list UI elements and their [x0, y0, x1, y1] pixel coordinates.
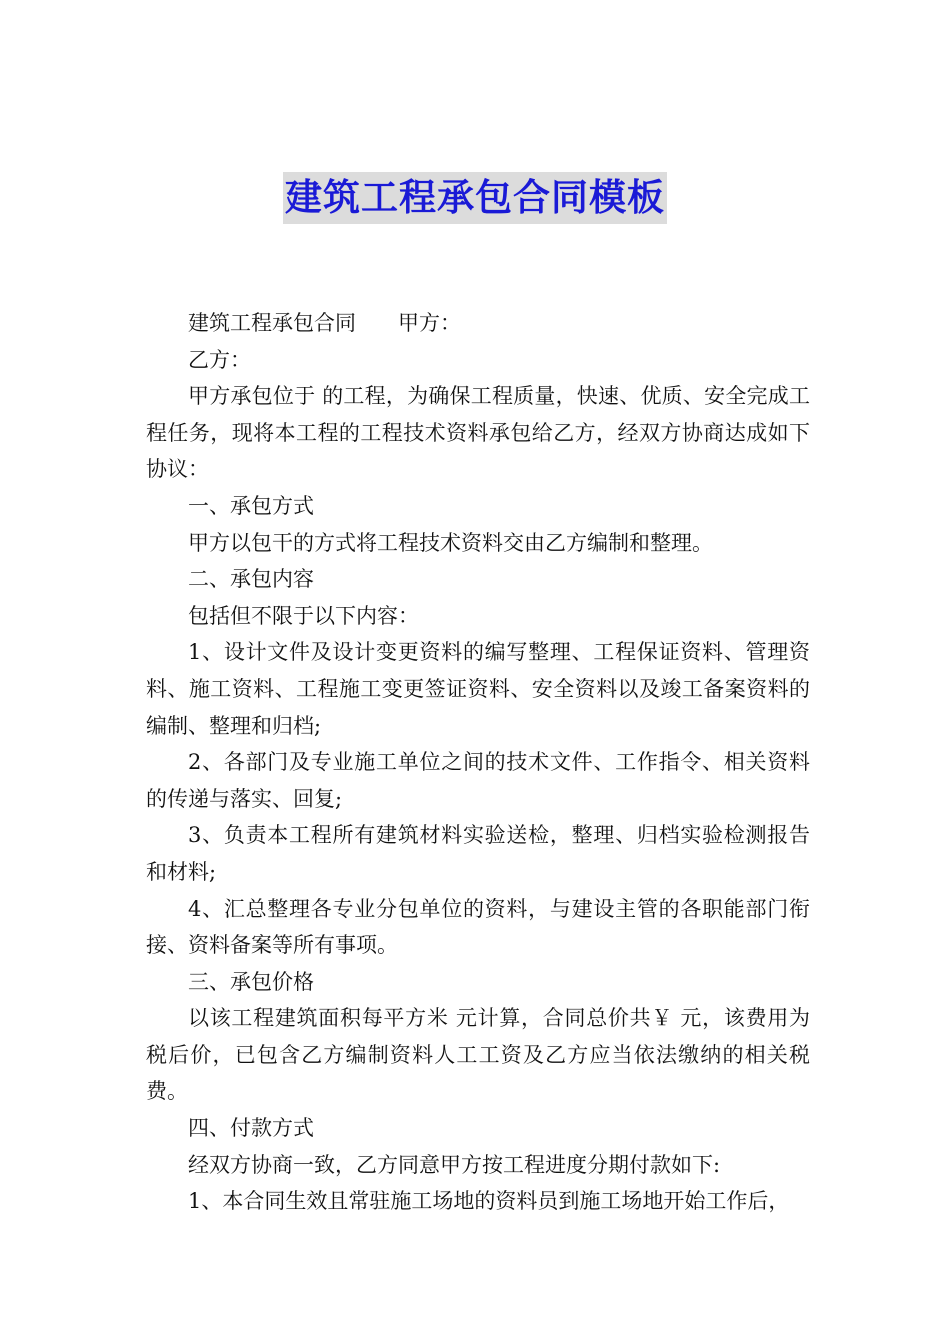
list-item-content-1: 1、设计文件及设计变更资料的编写整理、工程保证资料、管理资料、施工资料、工程施工变更签证资料、安全资料以及竣工备案资料的编制、整理和归档; — [146, 640, 810, 738]
section-heading-price: 三、承包价格 — [188, 969, 314, 994]
section-heading-method: 一、承包方式 — [188, 493, 314, 518]
paragraph-intro: 甲方承包位于 的工程，为确保工程质量，快速、优质、安全完成工程任务，现将本工程的工程技术资料承包给乙方，经双方协商达成如下协议： — [146, 384, 810, 482]
section-heading-content: 二、承包内容 — [188, 567, 314, 592]
paragraph-payment-intro: 经双方协商一致，乙方同意甲方按工程进度分期付款如下: — [188, 1152, 721, 1177]
paragraph-party-b: 乙方： — [188, 347, 251, 372]
paragraph-price: 以该工程建筑面积每平方米 元计算，合同总价共￥ 元，该费用为税后价，已包含乙方编制资料人工工资及乙方应当依法缴纳的相关税费。 — [146, 1006, 810, 1104]
document-body — [146, 305, 810, 1220]
list-item-content-2: 2、各部门及专业施工单位之间的技术文件、工作指令、相关资料的传递与落实、回复; — [146, 750, 810, 811]
list-item-payment-1: 1、本合同生效且常驻施工场地的资料员到施工场地开始工作后， — [188, 1189, 790, 1214]
section-heading-payment: 四、付款方式 — [188, 1116, 314, 1141]
document-title: 建筑工程承包合同模板 — [283, 172, 667, 224]
list-item-content-4: 4、汇总整理各专业分包单位的资料，与建设主管的各职能部门衔接、资料备案等所有事项。 — [146, 896, 810, 958]
title-area — [0, 172, 950, 224]
paragraph-heading-parties: 建筑工程承包合同 甲方： — [188, 311, 461, 335]
list-item-content-3: 3、负责本工程所有建筑材料实验送检，整理、归档实验检测报告和材料; — [146, 823, 810, 884]
paragraph-content-intro: 包括但不限于以下内容： — [188, 603, 419, 628]
paragraph-method: 甲方以包干的方式将工程技术资料交由乙方编制和整理。 — [188, 530, 713, 555]
